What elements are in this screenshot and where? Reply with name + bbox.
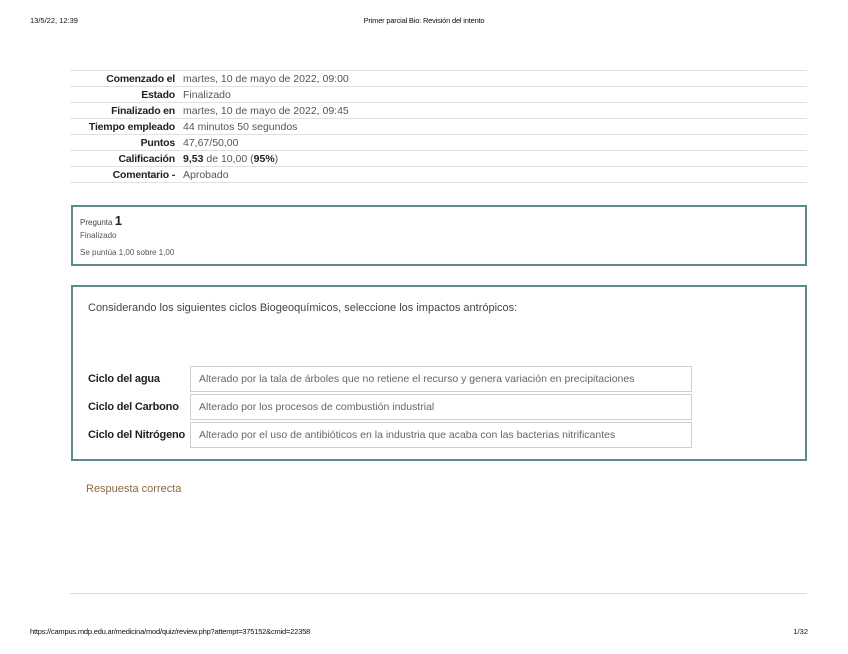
summary-row-marks (70, 135, 807, 151)
question-number-line (80, 213, 798, 229)
match-answers-table (88, 364, 692, 450)
question-feedback: Respuesta correcta (86, 483, 182, 495)
summary-label: Calificación (118, 152, 175, 165)
summary-value: martes, 10 de mayo de 2022, 09:45 (183, 104, 349, 117)
print-date: 13/5/22, 12:39 (30, 16, 78, 25)
question-prefix: Pregunta (80, 218, 113, 227)
print-url: https://campus.mdp.edu.ar/medicina/mod/quiz/review.php?attempt=375152&cmid=22358 (30, 627, 311, 636)
match-label: Ciclo del agua (88, 373, 160, 385)
summary-row-comment (70, 167, 807, 183)
print-footer (30, 627, 818, 639)
match-label: Ciclo del Nitrógeno (88, 429, 186, 441)
question-grade: Se puntúa 1,00 sobre 1,00 (80, 248, 175, 257)
match-answer: Alterado por los procesos de combustión industrial (190, 394, 692, 420)
summary-row-completed (70, 103, 807, 119)
match-label: Ciclo del Carbono (88, 401, 179, 413)
summary-row-grade (70, 151, 807, 167)
question-info-box (71, 205, 807, 266)
summary-label: Finalizado en (111, 104, 175, 117)
question-text: Considerando los siguientes ciclos Biogeoquímicos, seleccione los impactos antrópicos: (88, 302, 518, 314)
summary-row-time-taken (70, 119, 807, 135)
question-content-box (71, 285, 807, 461)
print-page-title: Primer parcial Bio: Revisión del intento (363, 16, 485, 25)
match-answer: Alterado por el uso de antibióticos en la industria que acaba con las bacterias nitrificantes (190, 422, 692, 448)
summary-label: Estado (141, 88, 175, 101)
question-state: Finalizado (80, 231, 117, 240)
match-row (88, 422, 692, 448)
summary-label: Tiempo empleado (88, 120, 175, 133)
match-row (88, 366, 692, 392)
match-answer: Alterado por la tala de árboles que no retiene el recurso y genera variación en precipitaciones (190, 366, 692, 392)
summary-label: Puntos (140, 136, 175, 149)
divider (70, 593, 807, 594)
summary-value: martes, 10 de mayo de 2022, 09:00 (183, 72, 349, 85)
grade-score: 9,53 (183, 152, 204, 165)
grade-value: 9,53 de 10,00 (95%) (183, 152, 279, 165)
summary-label: Comentario - (112, 168, 175, 181)
comment-value: Aprobado (183, 168, 229, 181)
summary-value: Finalizado (183, 88, 231, 101)
print-page-number: 1/32 (793, 627, 808, 636)
print-header (30, 16, 818, 28)
grade-of: de 10,00 (206, 152, 248, 165)
summary-label: Comenzado el (106, 72, 175, 85)
match-row (88, 394, 692, 420)
summary-row-state (70, 87, 807, 103)
attempt-summary-table (70, 70, 807, 183)
summary-value: 47,67/50,00 (183, 136, 239, 149)
summary-value: 44 minutos 50 segundos (183, 120, 298, 133)
grade-percent: 95% (253, 152, 275, 165)
question-number: 1 (114, 213, 122, 228)
summary-row-started (70, 71, 807, 87)
